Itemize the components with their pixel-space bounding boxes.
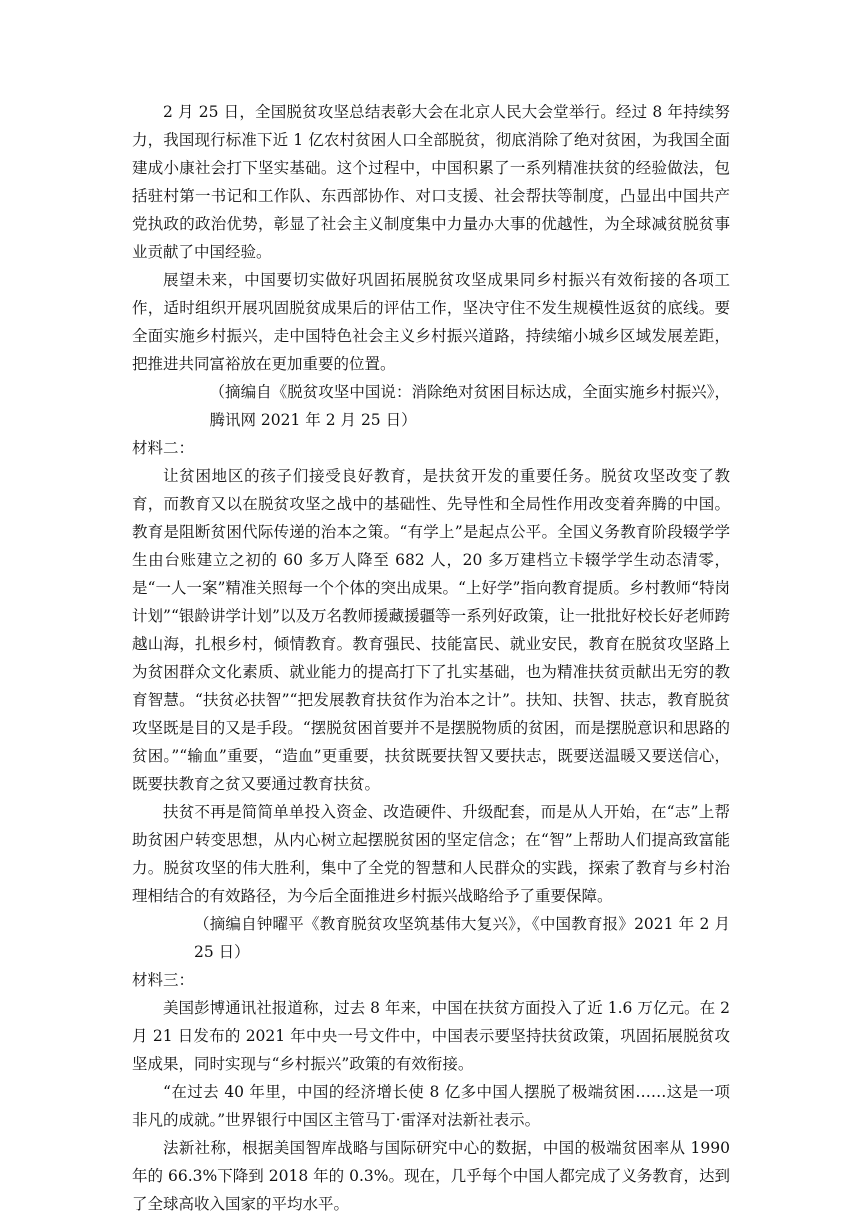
paragraph-education: 让贫困地区的孩子们接受良好教育，是扶贫开发的重要任务。脱贫攻坚改变了教育，而教育又以在脱贫攻坚之战中的基础性、先导性和全局性作用改变着奔腾的中国。教育是阻断贫困代际传递的治本之策。“有学上”是起点公平。全国义务教育阶段辍学学生由台账建立之初的 60 多万人降至 682 人，20 多万建档立卡辍学学生动态清零，是“一人一案”精准关照每一个个体的突出成果。“上好学”指向教育提质。乡村教师“特岗计划”“银龄讲学计划”以及万名教师援藏援疆等一系列好政策，让一批批好校长好老师跨越山海，扎根乡村，倾情教育。教育强民、技能富民、就业安民，教育在脱贫攻坚路上为贫困群众文化素质、就业能力的提高打下了扎实基础，也为精准扶贫贡献出无穷的教育智慧。“扶贫必扶智”“把发展教育扶贫作为治本之计”。扶知、扶智、扶志，教育脱贫攻坚既是目的又是手段。“摆脱贫困首要并不是摆脱物质的贫困，而是摆脱意识和思路的贫困。”“输血”重要，“造血”更重要，扶贫既要扶智又要扶志，既要送温暖又要送信心，既要扶教育之贫又要通过教育扶贫。 [132, 467, 730, 793]
paragraph-bloomberg: 美国彭博通讯社报道称，过去 8 年来，中国在扶贫方面投入了近 1.6 万亿元。在 2 月 21 日发布的 2021 年中央一号文件中，中国表示要坚持扶贫政策，巩固拓展脱贫攻坚成果，同时实现与“乡村振兴”政策的有效衔接。 [132, 999, 730, 1073]
material-two-heading: 材料二： [132, 439, 195, 457]
paragraph-afp: 法新社称，根据美国智库战略与国际研究中心的数据，中国的极端贫困率从 1990 年的 66.3%下降到 2018 年的 0.3%。现在，几乎每个中国人都完成了义务教育，达到了全球高收入国家的平均水平。 [132, 1139, 730, 1213]
paragraph-world-bank: “在过去 40 年里，中国的经济增长使 8 亿多中国人摆脱了极端贫困……这是一项非凡的成就。”世界银行中国区主管马丁·雷泽对法新社表示。 [132, 1083, 730, 1129]
paragraph-poverty-alleviation: 扶贫不再是简简单单投入资金、改造硬件、升级配套，而是从人开始，在“志”上帮助贫困户转变思想，从内心树立起摆脱贫困的坚定信念；在“智”上帮助人们提高致富能力。脱贫攻坚的伟大胜利，集中了全党的智慧和人民群众的实践，探索了教育与乡村治理相结合的有效路径，为今后全面推进乡村振兴战略给予了重要保障。 [132, 803, 730, 905]
article-body [132, 98, 730, 1218]
material-three-heading: 材料三： [132, 971, 195, 989]
source-citation-1: （摘编自《脱贫攻坚中国说：消除绝对贫困目标达成，全面实施乡村振兴》，腾讯网 2021 年 2 月 25 日） [209, 383, 730, 429]
source-citation-2: （摘编自钟曜平《教育脱贫攻坚筑基伟大复兴》，《中国教育报》2021 年 2 月 25 日） [194, 915, 730, 961]
paragraph-summit: 2 月 25 日，全国脱贫攻坚总结表彰大会在北京人民大会堂举行。经过 8 年持续努力，我国现行标准下近 1 亿农村贫困人口全部脱贫，彻底消除了绝对贫困，为我国全面建成小康社会打下坚实基础。这个过程中，中国积累了一系列精准扶贫的经验做法，包括驻村第一书记和工作队、东西部协作、对口支援、社会帮扶等制度，凸显出中国共产党执政的政治优势，彰显了社会主义制度集中力量办大事的优越性，为全球减贫脱贫事业贡献了中国经验。 [132, 103, 730, 261]
paragraph-outlook: 展望未来，中国要切实做好巩固拓展脱贫攻坚成果同乡村振兴有效衔接的各项工作，适时组织开展巩固脱贫成果后的评估工作，坚决守住不发生规模性返贫的底线。要全面实施乡村振兴，走中国特色社会主义乡村振兴道路，持续缩小城乡区域发展差距，把推进共同富裕放在更加重要的位置。 [132, 271, 730, 373]
